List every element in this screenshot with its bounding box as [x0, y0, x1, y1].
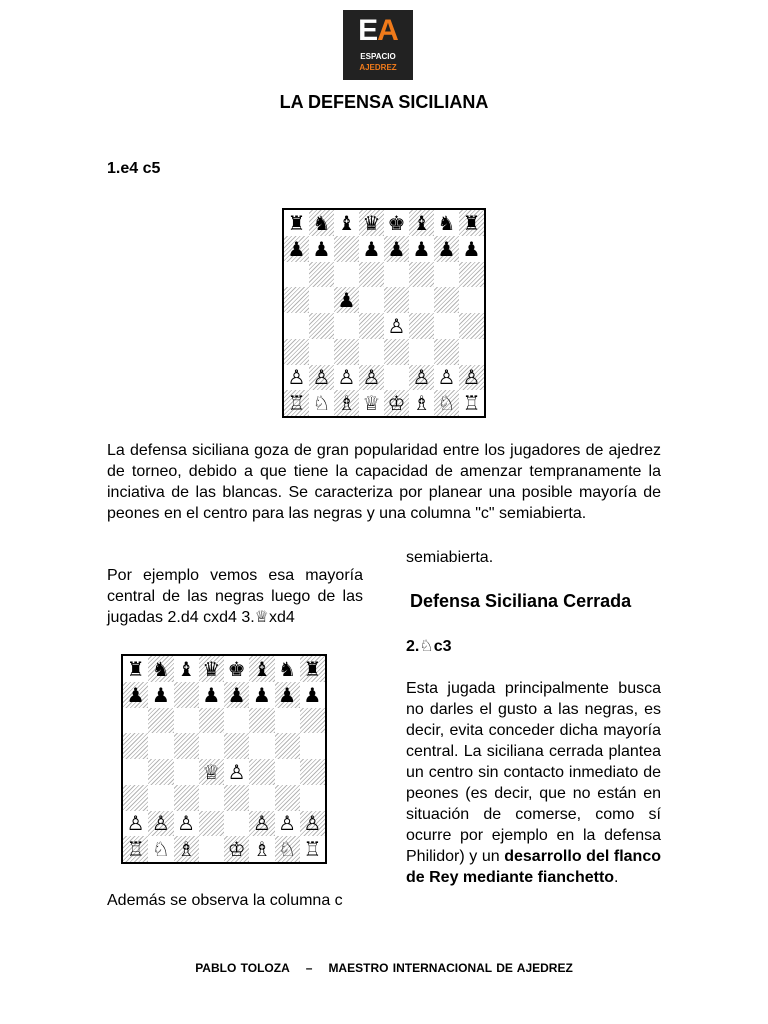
chess-piece-square: ♟ [434, 236, 459, 262]
chess-piece-square: ♙ [387, 313, 406, 338]
page-title: LA DEFENSA SICILIANA [279, 92, 489, 112]
example-paragraph: Por ejemplo vemos esa mayoría central de las negras luego de las jugadas 2.d4 cxd4 3.♕xd4 [107, 567, 363, 626]
chess-square [284, 262, 309, 288]
closed-sicilian-move: 2.♘c3 [406, 638, 452, 655]
chess-board-1 [282, 208, 486, 418]
chess-piece-square: ♙ [227, 759, 246, 784]
chess-piece-square: ♔ [384, 390, 409, 416]
chess-square [309, 339, 334, 365]
chess-piece-square: ♝ [337, 210, 356, 235]
bold-phrase: desarrollo del flanco de Rey mediante fianchetto [406, 848, 661, 886]
chess-square [148, 759, 173, 785]
chess-piece-square: ♛ [199, 656, 224, 682]
chess-square [284, 313, 309, 339]
chess-piece-square: ♟ [151, 682, 170, 707]
chess-piece-square: ♜ [126, 656, 145, 681]
section-heading-siciliana-cerrada: Defensa Siciliana Cerrada [410, 591, 632, 611]
chess-square [199, 733, 224, 759]
chess-piece-square: ♙ [177, 811, 196, 836]
chess-piece-square: ♘ [275, 836, 300, 862]
chess-piece-square: ♟ [384, 236, 409, 262]
chess-piece-square: ♖ [123, 836, 148, 862]
chess-square [174, 759, 199, 785]
chess-square [284, 287, 309, 313]
chess-square [359, 313, 384, 339]
chess-piece-square: ♔ [224, 836, 249, 862]
chess-square [174, 785, 199, 811]
chess-square [300, 759, 325, 785]
chess-piece-square: ♗ [174, 836, 199, 862]
chess-square [275, 785, 300, 811]
chess-square [300, 733, 325, 759]
chess-square [275, 733, 300, 759]
chess-piece-square: ♟ [312, 236, 331, 261]
chess-square [334, 339, 359, 365]
chess-square [224, 785, 249, 811]
chess-piece-square: ♞ [148, 656, 173, 682]
chess-piece-square: ♜ [300, 656, 325, 682]
chess-square [174, 733, 199, 759]
closed-sicilian-paragraph: Esta jugada principalmente busca no darles el gusto a las negras, es decir, evita conceder dicha mayoría central. La siciliana cerrada plantea un centro sin contacto inmediato de peones (es decir, que no están en situación de comerse, como sí ocurre por ejemplo en la defensa Philidor) y un desarrollo del flanco de Rey mediante fianchetto. [406, 680, 661, 886]
chess-piece-square: ♗ [412, 391, 431, 416]
espacio-ajedrez-logo [343, 10, 413, 80]
chess-piece-square: ♙ [337, 365, 356, 390]
chess-square [123, 708, 148, 734]
chess-piece-square: ♚ [227, 656, 246, 681]
chess-square [148, 708, 173, 734]
chess-square [434, 287, 459, 313]
chess-square [384, 339, 409, 365]
chess-square [434, 313, 459, 339]
chess-piece-square: ♝ [409, 210, 434, 236]
page-footer [0, 961, 768, 975]
chess-piece-square: ♙ [359, 365, 384, 391]
chess-piece-square: ♟ [252, 682, 271, 707]
chess-square [199, 811, 224, 837]
chess-piece-square: ♟ [362, 236, 381, 261]
chess-square [224, 811, 249, 837]
chess-piece-square: ♙ [126, 811, 145, 836]
chess-square [249, 708, 274, 734]
semiabierta-text: semiabierta. [406, 549, 494, 566]
chess-piece-square: ♕ [199, 759, 224, 785]
chess-square [334, 313, 359, 339]
footer-dash: – [305, 961, 313, 975]
chess-piece-square: ♖ [303, 837, 322, 862]
chess-square [459, 287, 484, 313]
chess-piece-square: ♚ [387, 210, 406, 235]
chess-square [123, 785, 148, 811]
chess-piece-square: ♙ [278, 811, 297, 836]
chess-piece-square: ♝ [177, 656, 196, 681]
chess-square [123, 733, 148, 759]
chess-square [275, 708, 300, 734]
chess-square [249, 759, 274, 785]
chess-piece-square: ♙ [148, 811, 173, 837]
chess-square [174, 708, 199, 734]
chess-piece-square: ♘ [151, 837, 170, 862]
chess-square [148, 733, 173, 759]
chess-square [334, 262, 359, 288]
chess-piece-square: ♟ [462, 236, 481, 261]
chess-piece-square: ♙ [287, 365, 306, 390]
chess-square [409, 287, 434, 313]
chess-piece-square: ♙ [437, 365, 456, 390]
chess-square [224, 708, 249, 734]
chess-square [334, 236, 359, 262]
intro-paragraph: La defensa siciliana goza de gran popularidad entre los jugadores de ajedrez de torneo, debido a que tiene la capacidad de amenzar tempranamente la inciativa de las blancas. Se caracteriza por planear una posible mayoría de peones en el centro para las negras y una columna "c" semiabierta. [107, 442, 661, 522]
chess-square [359, 287, 384, 313]
author-name: PABLO TOLOZA [195, 961, 290, 975]
chess-piece-square: ♗ [334, 390, 359, 416]
chess-piece-square: ♙ [249, 811, 274, 837]
chess-square [199, 708, 224, 734]
chess-square [123, 759, 148, 785]
chess-square [384, 287, 409, 313]
chess-piece-square: ♟ [275, 682, 300, 708]
chess-square [249, 733, 274, 759]
chess-square [174, 682, 199, 708]
chess-piece-square: ♖ [462, 391, 481, 416]
chess-square [384, 365, 409, 391]
chess-square [459, 339, 484, 365]
chess-piece-square: ♕ [362, 391, 381, 416]
chess-piece-square: ♗ [252, 837, 271, 862]
author-title: MAESTRO INTERNACIONAL DE AJEDREZ [328, 961, 573, 975]
chess-square [409, 313, 434, 339]
chess-square [309, 287, 334, 313]
chess-square [300, 785, 325, 811]
chess-square [249, 785, 274, 811]
chess-square [284, 339, 309, 365]
logo-mark: EA [358, 14, 398, 47]
chess-piece-square: ♟ [202, 682, 221, 707]
chess-piece-square: ♞ [278, 656, 297, 681]
chess-square [409, 339, 434, 365]
chess-square [384, 262, 409, 288]
chess-square [359, 262, 384, 288]
chess-square [434, 339, 459, 365]
chess-piece-square: ♟ [412, 236, 431, 261]
chess-piece-square: ♟ [123, 682, 148, 708]
chess-piece-square: ♞ [437, 210, 456, 235]
chess-piece-square: ♘ [312, 391, 331, 416]
chess-square [459, 262, 484, 288]
chess-square [199, 836, 224, 862]
chess-square [309, 313, 334, 339]
chess-square [434, 262, 459, 288]
chess-piece-square: ♛ [359, 210, 384, 236]
opening-move-heading: 1.e4 c5 [107, 160, 161, 177]
chess-piece-square: ♞ [309, 210, 334, 236]
chess-square [459, 313, 484, 339]
chess-piece-square: ♜ [459, 210, 484, 236]
chess-square [148, 785, 173, 811]
chess-piece-square: ♟ [224, 682, 249, 708]
logo-text-ajedrez: AJEDREZ [359, 63, 397, 72]
chess-square [409, 262, 434, 288]
chess-piece-square: ♝ [249, 656, 274, 682]
chess-square [359, 339, 384, 365]
chess-piece-square: ♟ [303, 682, 322, 707]
chess-piece-square: ♙ [409, 365, 434, 391]
chess-piece-square: ♖ [284, 390, 309, 416]
column-c-paragraph: Además se observa la columna c [107, 892, 343, 909]
chess-piece-square: ♙ [309, 365, 334, 391]
chess-square [275, 759, 300, 785]
chess-piece-square: ♟ [334, 287, 359, 313]
chess-square [300, 708, 325, 734]
chess-piece-square: ♜ [287, 210, 306, 235]
logo-text-espacio: ESPACIO [360, 52, 396, 61]
chess-square [224, 733, 249, 759]
chess-piece-square: ♘ [434, 390, 459, 416]
chess-piece-square: ♙ [300, 811, 325, 837]
chess-square [309, 262, 334, 288]
chess-piece-square: ♙ [459, 365, 484, 391]
chess-board-2 [121, 654, 327, 864]
chess-piece-square: ♟ [284, 236, 309, 262]
chess-square [199, 785, 224, 811]
